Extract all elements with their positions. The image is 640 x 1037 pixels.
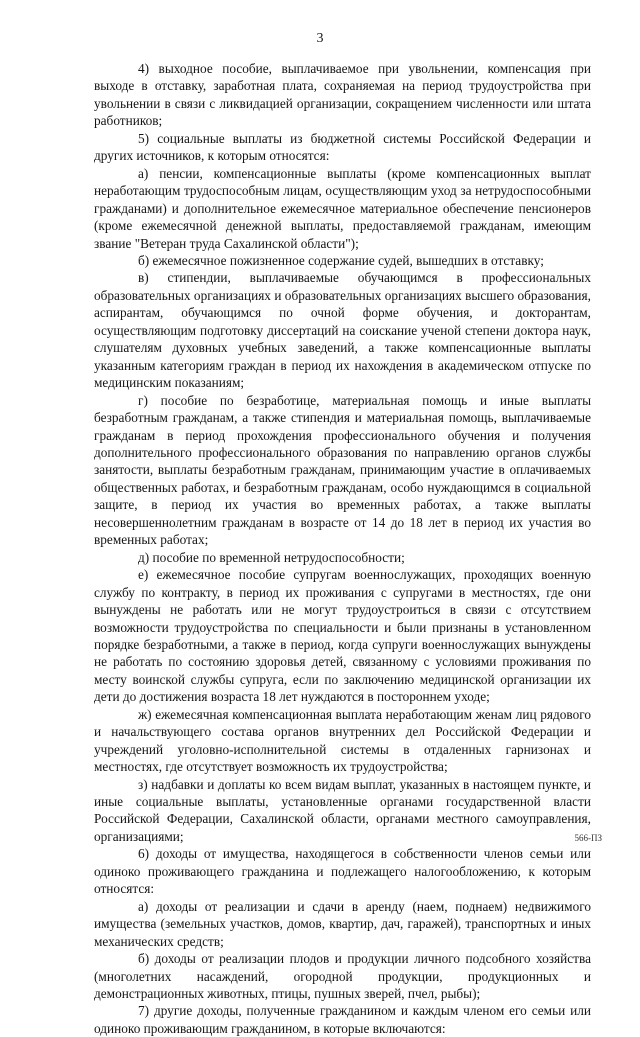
paragraph: 7) другие доходы, полученные гражданином и каждым членом его семьи или одиноко проживающим гражданином, в которые включаются: [94, 1003, 591, 1036]
paragraph: а) пенсии, компенсационные выплаты (кроме компенсационных выплат неработающим трудоспособным лицам, осуществляющим уход за нетрудоспособными гражданами) и дополнительное ежемесячное материальное обеспечение пенсионеров (кроме ежемесячной денежной выплаты, предоставляемой гражданам, имеющим звание "Ветеран труда Сахалинской области"); [94, 165, 591, 251]
page-number: 3 [316, 31, 324, 46]
paragraph: 6) доходы от имущества, находящегося в собственности членов семьи или одиноко проживающего гражданина и подлежащего налогообложению, к которым относятся: [94, 846, 591, 897]
paragraph: б) ежемесячное пожизненное содержание судей, вышедших в отставку; [138, 252, 544, 268]
paragraph: а) доходы от реализации и сдачи в аренду (наем, поднаем) недвижимого имущества (земельных участков, домов, квартир, дач, гаражей), транспортных и иных механических средств; [94, 898, 591, 949]
paragraph: в) стипендии, выплачиваемые обучающимся в профессиональных образовательных организациях и образовательных организациях высшего образования, аспирантам, обучающимся по очной форме обучения, и докторантам, осуществляющим подготовку диссертаций на соискание ученой степени доктора наук, слушателям духовных учебных заведений, а также компенсационные выплаты указанным категориям граждан в период их нахождения в академическом отпуске по медицинским показаниям; [94, 270, 591, 391]
paragraph: 5) социальные выплаты из бюджетной системы Российской Федерации и других источников, к которым относятся: [94, 130, 591, 164]
paragraph: 4) выходное пособие, выплачиваемое при увольнении, компенсация при выходе в отставку, заработная плата, сохраняемая на период трудоустройства при увольнении в связи с ликвидацией организации, сокращением численности или штата работников; [94, 61, 591, 129]
paragraph: г) пособие по безработице, материальная помощь и иные выплаты безработным гражданам, а также стипендия и материальная помощь, выплачиваемые гражданам в период прохождения профессионального обучения и получения дополнительного профессионального образования по направлению органов службы занятости, выплаты безработным гражданам, принимающим участие в оплачиваемых общественных работах, и безработным гражданам, особо нуждающимся в социальной защите, в период их участия во временных работах, а также выплаты несовершеннолетним гражданам в возрасте от 14 до 18 лет в период их участия во временных работах; [94, 392, 591, 548]
paragraph: ж) ежемесячная компенсационная выплата неработающим женам лиц рядового и начальствующего состава органов внутренних дел Российской Федерации и учреждений уголовно-исполнительной системы в отдаленных гарнизонах и местностях, где отсутствует возможность их трудоустройства; [94, 706, 591, 775]
paragraph: д) пособие по временной нетрудоспособности; [138, 549, 405, 565]
document-body [94, 60, 591, 1037]
document-code: 566-ПЗ [574, 833, 602, 843]
paragraph: з) надбавки и доплаты ко всем видам выплат, указанных в настоящем пункте, и иные социальные выплаты, установленные органами государственной власти Российской Федерации, Сахалинской области, органами местного самоуправления, организациями; [94, 776, 591, 844]
paragraph: е) ежемесячное пособие супругам военнослужащих, проходящих военную службу по контракту, в период их проживания с супругами в местностях, где они вынуждены не работать или не могут трудоустроиться в связи с отсутствием возможности трудоустройства по специальности и были признаны в установленном порядке безработными, а также в период, когда супруги военнослужащих вынуждены не работать по состоянию здоровья детей, связанному с условиями проживания по месту воинской службы супруга, если по заключению медицинской организации их дети до достижения возраста 18 лет нуждаются в постороннем уходе; [94, 567, 591, 705]
paragraph: б) доходы от реализации плодов и продукции личного подсобного хозяйства (многолетних насаждений, огородной продукции, продукционных и демонстрационных животных, птицы, пушных зверей, пчел, рыбы); [94, 951, 591, 1002]
